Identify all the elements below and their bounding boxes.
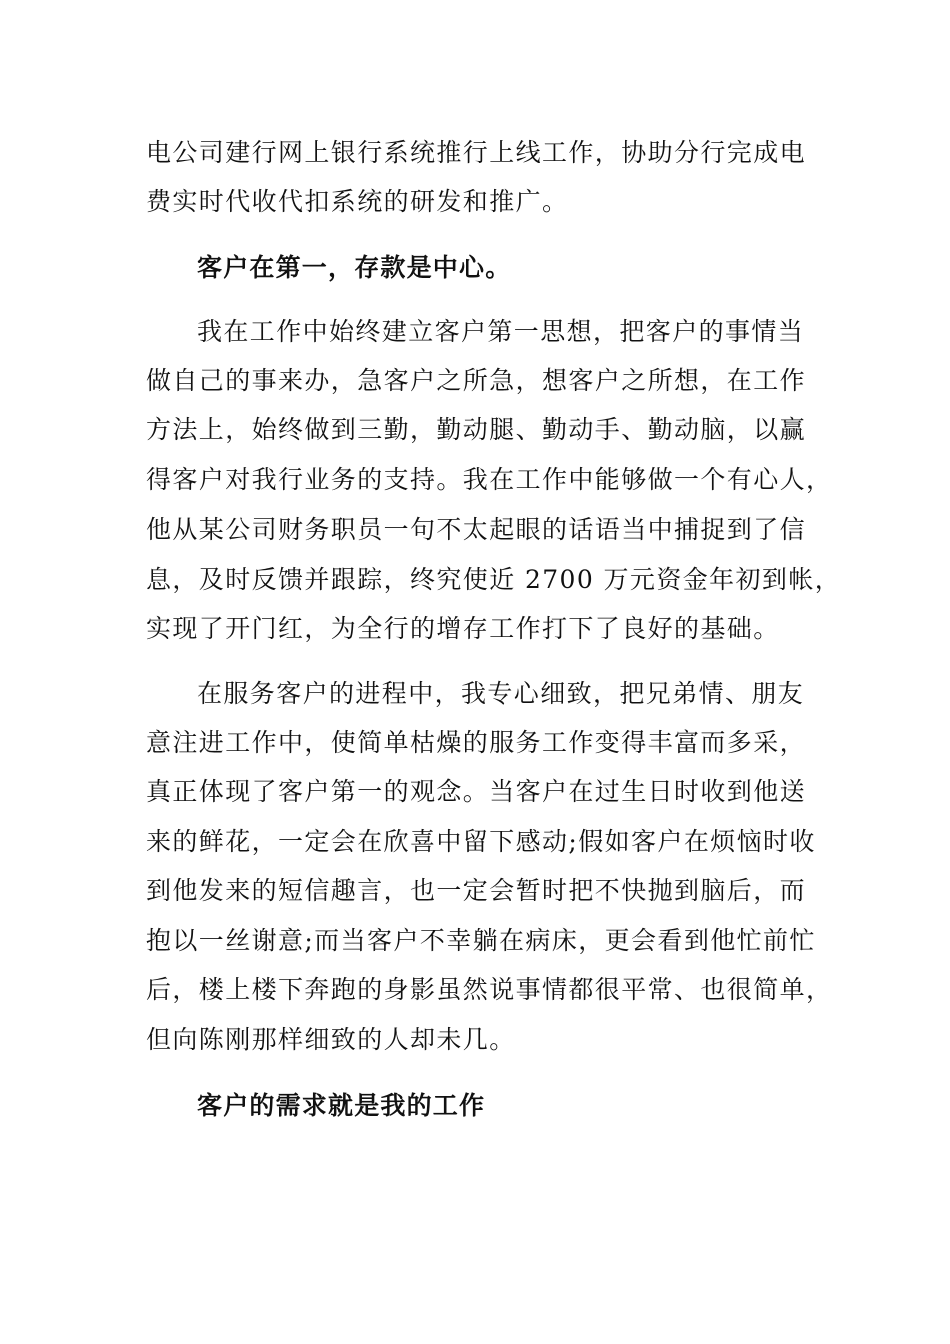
section-heading: 客户的需求就是我的工作 — [197, 1091, 486, 1120]
paragraph-line: 来的鲜花，一定会在欣喜中留下感动;假如客户在烦恼时收 — [146, 827, 816, 856]
paragraph-line: 但向陈刚那样细致的人却未几。 — [146, 1025, 516, 1054]
paragraph-line: 后，楼上楼下奔跑的身影虽然说事情都很平常、也很简单， — [146, 975, 833, 1004]
paragraph-line: 他从某公司财务职员一句不太起眼的话语当中捕捉到了信 — [146, 515, 807, 544]
paragraph-line: 息，及时反馈并跟踪，终究使近 2700 万元资金年初到帐， — [146, 565, 842, 594]
section-heading: 客户在第一，存款是中心。 — [197, 253, 512, 282]
paragraph-line: 我在工作中始终建立客户第一思想，把客户的事情当 — [197, 317, 805, 346]
paragraph-line: 费实时代收代扣系统的研发和推广。 — [146, 187, 569, 216]
paragraph-line: 方法上，始终做到三勤，勤动腿、勤动手、勤动脑，以赢 — [146, 415, 807, 444]
paragraph-line: 做自己的事来办，急客户之所急，想客户之所想，在工作 — [146, 366, 807, 395]
paragraph-line: 到他发来的短信趣言，也一定会暂时把不快抛到脑后，而 — [146, 876, 807, 905]
paragraph-line: 电公司建行网上银行系统推行上线工作，协助分行完成电 — [146, 138, 807, 167]
paragraph-line: 意注进工作中，使简单枯燥的服务工作变得丰富而多采， — [146, 728, 807, 757]
paragraph-line: 真正体现了客户第一的观念。当客户在过生日时收到他送 — [146, 777, 807, 806]
paragraph-line: 得客户对我行业务的支持。我在工作中能够做一个有心人， — [146, 465, 833, 494]
paragraph-line: 在服务客户的进程中，我专心细致，把兄弟情、朋友 — [197, 679, 805, 708]
paragraph-line: 实现了开门红，为全行的增存工作打下了良好的基础。 — [146, 614, 780, 643]
paragraph-line: 抱以一丝谢意;而当客户不幸躺在病床，更会看到他忙前忙 — [146, 926, 816, 955]
